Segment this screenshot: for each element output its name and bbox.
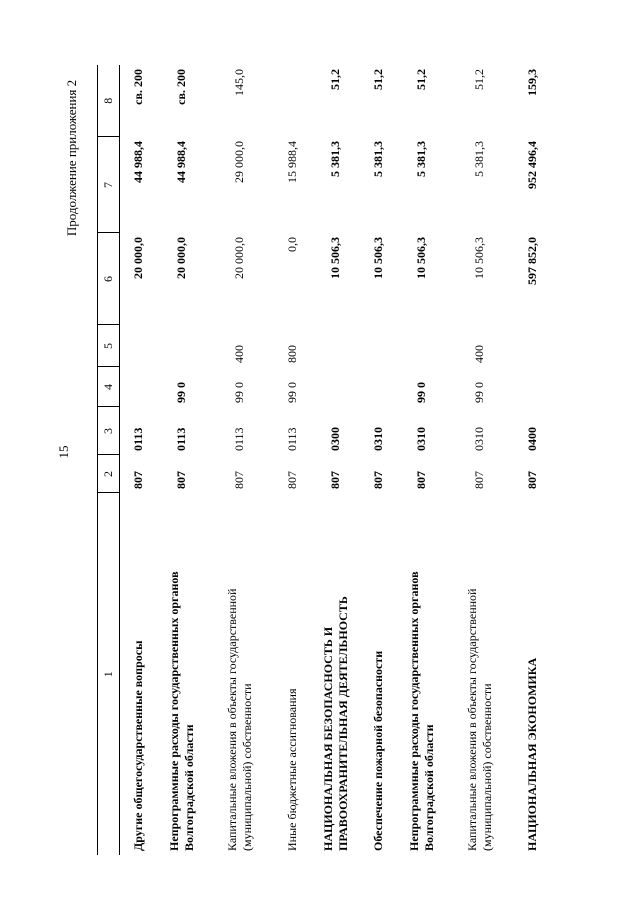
row-section-code: 0300 bbox=[328, 427, 342, 451]
row-actual: 952 496,4 bbox=[525, 141, 539, 189]
row-target-code bbox=[360, 367, 398, 407]
row-target-code bbox=[312, 367, 360, 407]
row-name: Обеспечение пожарной безопасности bbox=[371, 650, 385, 851]
table-row bbox=[514, 65, 552, 855]
row-ministry-code: 807 bbox=[371, 471, 385, 489]
header-col-3: 3 bbox=[98, 407, 120, 455]
row-expense-type bbox=[360, 325, 398, 367]
row-ministry-code: 807 bbox=[232, 471, 246, 489]
row-name: НАЦИОНАЛЬНАЯ ЭКОНОМИКА bbox=[525, 657, 539, 851]
table-row bbox=[206, 65, 274, 855]
row-percent: 51,2 bbox=[414, 69, 428, 90]
row-percent: 51,2 bbox=[472, 69, 486, 90]
table-header bbox=[98, 65, 120, 855]
table-row bbox=[360, 65, 398, 855]
row-percent: 159,3 bbox=[525, 69, 539, 96]
row-expense-type bbox=[158, 325, 206, 367]
row-ministry-code: 807 bbox=[174, 471, 188, 489]
row-name: Непрограммные расходы государственных органов Волгоградской области bbox=[166, 571, 196, 851]
row-section-code: 0400 bbox=[525, 427, 539, 451]
row-target-code bbox=[120, 367, 158, 407]
row-ministry-code: 807 bbox=[285, 471, 299, 489]
row-percent: 51,2 bbox=[328, 69, 342, 90]
table-row bbox=[274, 65, 312, 855]
row-section-code: 0310 bbox=[414, 427, 428, 451]
table-row bbox=[446, 65, 514, 855]
budget-table bbox=[97, 65, 552, 855]
row-target-code: 99 0 bbox=[472, 382, 486, 403]
row-actual: 29 000,0 bbox=[232, 141, 246, 183]
row-ministry-code: 807 bbox=[414, 471, 428, 489]
row-plan: 10 506,3 bbox=[414, 237, 428, 279]
row-percent: св. 200 bbox=[174, 69, 188, 105]
row-name: НАЦИОНАЛЬНАЯ БЕЗОПАСНОСТЬ И ПРАВООХРАНИТЕЛЬНАЯ ДЕЯТЕЛЬНОСТЬ bbox=[320, 596, 350, 851]
continuation-label: Продолжение приложения 2 bbox=[64, 79, 79, 237]
row-expense-type: 400 bbox=[232, 345, 246, 363]
table-row bbox=[120, 65, 158, 855]
row-plan: 10 506,3 bbox=[328, 237, 342, 279]
row-section-code: 0310 bbox=[472, 427, 486, 451]
row-plan: 20 000,0 bbox=[131, 237, 146, 279]
row-actual: 5 381,3 bbox=[414, 141, 428, 177]
row-ministry-code: 807 bbox=[525, 471, 539, 489]
row-actual: 44 988,4 bbox=[174, 141, 188, 183]
row-target-code bbox=[514, 367, 552, 407]
row-section-code: 0113 bbox=[285, 427, 299, 451]
row-percent: 51,2 bbox=[371, 69, 385, 90]
row-name: Другие общегосударственные вопросы bbox=[131, 640, 146, 851]
row-percent bbox=[274, 65, 312, 137]
header-col-2: 2 bbox=[98, 455, 120, 493]
page-number: 15 bbox=[56, 445, 71, 459]
row-expense-type bbox=[398, 325, 446, 367]
row-expense-type bbox=[120, 325, 158, 367]
row-expense-type bbox=[312, 325, 360, 367]
header-col-6: 6 bbox=[98, 233, 120, 325]
row-target-code: 99 0 bbox=[414, 382, 428, 403]
header-col-7: 7 bbox=[98, 137, 120, 233]
row-name: Капитальные вложения в объекты государственной (муниципальной) собственности bbox=[464, 588, 494, 851]
row-actual: 5 381,3 bbox=[472, 141, 486, 177]
row-target-code: 99 0 bbox=[285, 382, 299, 403]
table-row bbox=[158, 65, 206, 855]
row-actual: 44 988,4 bbox=[131, 141, 146, 183]
row-section-code: 0113 bbox=[232, 427, 246, 451]
table-body bbox=[120, 65, 552, 855]
row-section-code: 0113 bbox=[174, 427, 188, 451]
row-expense-type: 800 bbox=[285, 345, 299, 363]
header-col-1: 1 bbox=[98, 493, 120, 855]
row-section-code: 0113 bbox=[131, 427, 146, 451]
table-row bbox=[398, 65, 446, 855]
row-ministry-code: 807 bbox=[131, 471, 146, 489]
row-expense-type: 400 bbox=[472, 345, 486, 363]
row-section-code: 0310 bbox=[371, 427, 385, 451]
row-plan: 597 852,0 bbox=[525, 237, 539, 285]
row-plan: 10 506,3 bbox=[371, 237, 385, 279]
row-actual: 5 381,3 bbox=[328, 141, 342, 177]
row-plan: 20 000,0 bbox=[174, 237, 188, 279]
row-plan: 20 000,0 bbox=[232, 237, 246, 279]
header-col-5: 5 bbox=[98, 325, 120, 367]
row-actual: 5 381,3 bbox=[371, 141, 385, 177]
row-percent: св. 200 bbox=[131, 69, 146, 105]
row-name: Капитальные вложения в объекты государственной (муниципальной) собственности bbox=[224, 588, 254, 851]
row-name: Непрограммные расходы государственных органов Волгоградской области bbox=[406, 571, 436, 851]
header-col-8: 8 bbox=[98, 65, 120, 137]
row-plan: 10 506,3 bbox=[472, 237, 486, 279]
table-row bbox=[312, 65, 360, 855]
row-target-code: 99 0 bbox=[232, 382, 246, 403]
row-percent: 145,0 bbox=[232, 69, 246, 96]
row-ministry-code: 807 bbox=[328, 471, 342, 489]
row-ministry-code: 807 bbox=[472, 471, 486, 489]
budget-table-container bbox=[97, 65, 597, 855]
row-expense-type bbox=[514, 325, 552, 367]
row-actual: 15 988,4 bbox=[285, 141, 299, 183]
row-plan: 0,0 bbox=[285, 237, 299, 252]
row-name: Иные бюджетные ассигнования bbox=[285, 688, 299, 851]
header-col-4: 4 bbox=[98, 367, 120, 407]
row-target-code: 99 0 bbox=[174, 382, 188, 403]
